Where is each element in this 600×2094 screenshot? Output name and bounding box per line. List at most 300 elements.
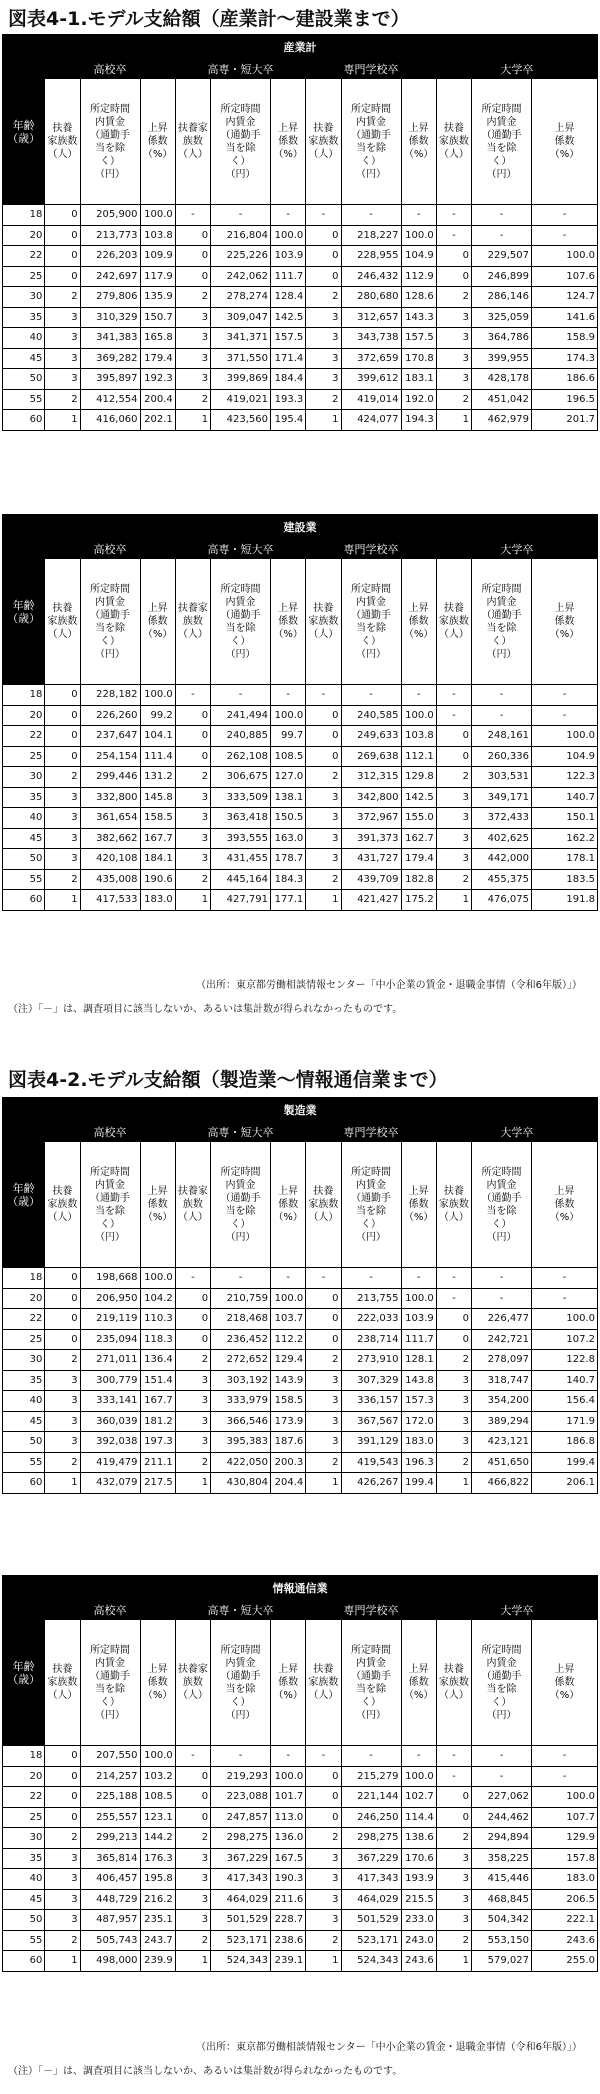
value-cell: 1 <box>306 890 341 911</box>
value-cell: 505,743 <box>80 1930 140 1951</box>
value-cell: - <box>175 1268 210 1289</box>
value-cell: 389,294 <box>472 1411 532 1432</box>
value-cell: 341,371 <box>211 328 271 349</box>
value-cell: 358,225 <box>472 1848 532 1869</box>
value-cell: 3 <box>306 849 341 870</box>
value-cell: 1 <box>175 1951 210 1972</box>
value-cell: 2 <box>175 287 210 308</box>
value-cell: 228,182 <box>80 685 140 706</box>
value-cell: - <box>401 1746 436 1767</box>
education-level-header: 高専・短大卒 <box>175 60 305 79</box>
value-cell: 3 <box>436 787 471 808</box>
value-cell: 273,910 <box>341 1350 401 1371</box>
value-cell: 129.8 <box>401 767 436 788</box>
value-cell: 223,088 <box>211 1787 271 1808</box>
value-cell: 3 <box>175 348 210 369</box>
ratio-header: 上昇 係数 （%） <box>401 1620 436 1746</box>
value-cell: 312,315 <box>341 767 401 788</box>
ratio-header: 上昇 係数 （%） <box>140 79 175 205</box>
value-cell: 214,257 <box>80 1766 140 1787</box>
value-cell: 468,845 <box>472 1889 532 1910</box>
value-cell: 3 <box>45 348 80 369</box>
value-cell: 104.9 <box>531 746 597 767</box>
value-cell: 244,462 <box>472 1807 532 1828</box>
value-cell: 369,282 <box>80 348 140 369</box>
value-cell: 238.6 <box>271 1930 306 1951</box>
value-cell: 171.9 <box>531 1411 597 1432</box>
value-cell: 1 <box>45 1951 80 1972</box>
ratio-header: 上昇 係数 （%） <box>531 1142 597 1268</box>
table-row <box>3 746 598 767</box>
value-cell: 100.0 <box>531 1787 597 1808</box>
value-cell: 100.0 <box>531 726 597 747</box>
value-cell: 204.4 <box>271 1473 306 1494</box>
value-cell: 3 <box>436 1910 471 1931</box>
value-cell: 1 <box>45 410 80 431</box>
value-cell: 415,446 <box>472 1869 532 1890</box>
value-cell: 303,192 <box>211 1370 271 1391</box>
value-cell: 3 <box>175 1889 210 1910</box>
value-cell: 0 <box>175 225 210 246</box>
value-cell: 0 <box>175 1329 210 1350</box>
value-cell: 3 <box>45 369 80 390</box>
value-cell: 419,479 <box>80 1452 140 1473</box>
value-cell: 3 <box>436 808 471 829</box>
value-cell: 451,650 <box>472 1452 532 1473</box>
value-cell: 117.9 <box>140 266 175 287</box>
ratio-header: 上昇 係数 （%） <box>531 559 597 685</box>
age-cell: 60 <box>3 890 45 911</box>
table-row <box>3 348 598 369</box>
value-cell: - <box>401 205 436 226</box>
value-cell: - <box>436 1746 471 1767</box>
dependents-header: 扶養家 族数 （人） <box>175 559 210 685</box>
value-cell: - <box>271 205 306 226</box>
value-cell: 0 <box>306 1807 341 1828</box>
value-cell: 419,021 <box>211 389 271 410</box>
table-row <box>3 1432 598 1453</box>
value-cell: 391,373 <box>341 828 401 849</box>
education-level-header: 専門学校卒 <box>306 540 436 559</box>
value-cell: - <box>436 685 471 706</box>
value-cell: - <box>436 1288 471 1309</box>
value-cell: 201.7 <box>531 410 597 431</box>
value-cell: 2 <box>436 869 471 890</box>
value-cell: 3 <box>306 1910 341 1931</box>
value-cell: 0 <box>45 266 80 287</box>
age-cell: 30 <box>3 287 45 308</box>
wage-header: 所定時間 内賃金 （通勤手 当を除 く） （円） <box>472 1620 532 1746</box>
value-cell: 104.9 <box>401 246 436 267</box>
value-cell: - <box>436 225 471 246</box>
value-cell: 426,267 <box>341 1473 401 1494</box>
wage-table <box>2 34 598 431</box>
value-cell: 240,885 <box>211 726 271 747</box>
value-cell: - <box>306 1268 341 1289</box>
source-note-2: （出所：東京都労働相談情報センター「中小企業の賃金・退職金事情（令和6年版）」） <box>196 2042 582 2053</box>
value-cell: 0 <box>436 1309 471 1330</box>
age-cell: 35 <box>3 787 45 808</box>
value-cell: 178.7 <box>271 849 306 870</box>
value-cell: 0 <box>306 1288 341 1309</box>
value-cell: 142.5 <box>401 787 436 808</box>
ratio-header: 上昇 係数 （%） <box>140 1620 175 1746</box>
value-cell: 151.4 <box>140 1370 175 1391</box>
value-cell: 157.8 <box>531 1848 597 1869</box>
value-cell: - <box>472 1268 532 1289</box>
age-cell: 30 <box>3 1828 45 1849</box>
value-cell: - <box>175 1746 210 1767</box>
value-cell: 2 <box>306 1828 341 1849</box>
value-cell: 0 <box>45 1288 80 1309</box>
value-cell: 241,494 <box>211 705 271 726</box>
value-cell: 141.6 <box>531 307 597 328</box>
value-cell: 420,108 <box>80 849 140 870</box>
value-cell: 200.4 <box>140 389 175 410</box>
value-cell: - <box>271 1746 306 1767</box>
age-cell: 22 <box>3 726 45 747</box>
value-cell: 0 <box>436 746 471 767</box>
value-cell: 342,800 <box>341 787 401 808</box>
value-cell: 3 <box>175 828 210 849</box>
value-cell: 2 <box>306 767 341 788</box>
value-cell: 3 <box>175 328 210 349</box>
value-cell: 112.9 <box>401 266 436 287</box>
value-cell: 524,343 <box>341 1951 401 1972</box>
value-cell: 3 <box>306 328 341 349</box>
value-cell: 0 <box>45 225 80 246</box>
wage-header: 所定時間 内賃金 （通勤手 当を除 く） （円） <box>211 1620 271 1746</box>
value-cell: - <box>211 205 271 226</box>
value-cell: 2 <box>436 1452 471 1473</box>
value-cell: 217.5 <box>140 1473 175 1494</box>
table-row <box>3 225 598 246</box>
age-cell: 35 <box>3 1370 45 1391</box>
value-cell: 202.1 <box>140 410 175 431</box>
value-cell: 421,427 <box>341 890 401 911</box>
wage-header: 所定時間 内賃金 （通勤手 当を除 く） （円） <box>472 79 532 205</box>
table-row <box>3 828 598 849</box>
dependents-header: 扶養 家族数 （人） <box>306 559 341 685</box>
value-cell: 303,531 <box>472 767 532 788</box>
value-cell: - <box>531 705 597 726</box>
age-cell: 18 <box>3 1268 45 1289</box>
value-cell: 269,638 <box>341 746 401 767</box>
value-cell: 3 <box>175 787 210 808</box>
table-row <box>3 685 598 706</box>
value-cell: 167.7 <box>140 1391 175 1412</box>
value-cell: - <box>341 1268 401 1289</box>
value-cell: 3 <box>436 1432 471 1453</box>
value-cell: 124.7 <box>531 287 597 308</box>
value-cell: 3 <box>436 328 471 349</box>
value-cell: 191.8 <box>531 890 597 911</box>
value-cell: 215,279 <box>341 1766 401 1787</box>
value-cell: 140.7 <box>531 1370 597 1391</box>
value-cell: 194.3 <box>401 410 436 431</box>
value-cell: 144.2 <box>140 1828 175 1849</box>
value-cell: 184.4 <box>271 369 306 390</box>
value-cell: - <box>436 1268 471 1289</box>
value-cell: 2 <box>175 869 210 890</box>
value-cell: 3 <box>306 307 341 328</box>
value-cell: 0 <box>175 266 210 287</box>
value-cell: 142.5 <box>271 307 306 328</box>
value-cell: 1 <box>175 890 210 911</box>
value-cell: 210,759 <box>211 1288 271 1309</box>
value-cell: 100.0 <box>401 1288 436 1309</box>
value-cell: 255.0 <box>531 1951 597 1972</box>
value-cell: 395,383 <box>211 1432 271 1453</box>
value-cell: 2 <box>436 389 471 410</box>
value-cell: 455,375 <box>472 869 532 890</box>
value-cell: 236,452 <box>211 1329 271 1350</box>
value-cell: - <box>175 685 210 706</box>
value-cell: 363,418 <box>211 808 271 829</box>
value-cell: 165.8 <box>140 328 175 349</box>
value-cell: 248,161 <box>472 726 532 747</box>
age-header: 年齢 （歳） <box>3 1601 45 1746</box>
value-cell: 395,897 <box>80 369 140 390</box>
value-cell: 128.1 <box>401 1350 436 1371</box>
value-cell: - <box>531 1268 597 1289</box>
table-row <box>3 1828 598 1849</box>
value-cell: 103.9 <box>271 246 306 267</box>
value-cell: 372,433 <box>472 808 532 829</box>
value-cell: 0 <box>175 1807 210 1828</box>
value-cell: 3 <box>45 307 80 328</box>
dependents-header: 扶養 家族数 （人） <box>45 1620 80 1746</box>
value-cell: 112.1 <box>401 746 436 767</box>
value-cell: 242,062 <box>211 266 271 287</box>
value-cell: 365,814 <box>80 1848 140 1869</box>
value-cell: 0 <box>175 1787 210 1808</box>
table-row <box>3 1452 598 1473</box>
education-level-header: 高専・短大卒 <box>175 1123 305 1142</box>
value-cell: 278,274 <box>211 287 271 308</box>
value-cell: 286,146 <box>472 287 532 308</box>
wage-table <box>2 1575 598 1972</box>
dependents-header: 扶養家 族数 （人） <box>175 1142 210 1268</box>
value-cell: 451,042 <box>472 389 532 410</box>
table-row <box>3 307 598 328</box>
age-cell: 20 <box>3 225 45 246</box>
value-cell: 299,213 <box>80 1828 140 1849</box>
value-cell: 216.2 <box>140 1889 175 1910</box>
value-cell: 3 <box>45 1848 80 1869</box>
value-cell: 118.3 <box>140 1329 175 1350</box>
ratio-header: 上昇 係数 （%） <box>140 559 175 685</box>
value-cell: 3 <box>436 1848 471 1869</box>
table-row <box>3 1951 598 1972</box>
age-cell: 18 <box>3 1746 45 1767</box>
value-cell: - <box>531 1766 597 1787</box>
value-cell: 3 <box>45 1411 80 1432</box>
value-cell: 299,446 <box>80 767 140 788</box>
value-cell: 280,680 <box>341 287 401 308</box>
value-cell: 100.0 <box>401 1766 436 1787</box>
value-cell: 155.0 <box>401 808 436 829</box>
value-cell: 279,806 <box>80 287 140 308</box>
value-cell: 1 <box>436 890 471 911</box>
value-cell: - <box>531 1288 597 1309</box>
education-level-header: 高専・短大卒 <box>175 1601 305 1620</box>
value-cell: 354,200 <box>472 1391 532 1412</box>
value-cell: 343,738 <box>341 328 401 349</box>
age-cell: 22 <box>3 246 45 267</box>
value-cell: 100.0 <box>140 685 175 706</box>
value-cell: 428,178 <box>472 369 532 390</box>
value-cell: 0 <box>175 1766 210 1787</box>
dependents-header: 扶養 家族数 （人） <box>45 559 80 685</box>
value-cell: 393,555 <box>211 828 271 849</box>
value-cell: 103.9 <box>401 1309 436 1330</box>
value-cell: 3 <box>306 1869 341 1890</box>
dependents-header: 扶養家 族数 （人） <box>175 1620 210 1746</box>
age-cell: 25 <box>3 1807 45 1828</box>
value-cell: - <box>175 205 210 226</box>
value-cell: 325,059 <box>472 307 532 328</box>
value-cell: 2 <box>45 1350 80 1371</box>
value-cell: 179.4 <box>140 348 175 369</box>
value-cell: 1 <box>436 1473 471 1494</box>
value-cell: 176.3 <box>140 1848 175 1869</box>
value-cell: 2 <box>45 1930 80 1951</box>
table-manufacturing <box>2 1097 598 1494</box>
table-row <box>3 328 598 349</box>
age-cell: 45 <box>3 348 45 369</box>
value-cell: 2 <box>436 1930 471 1951</box>
value-cell: 0 <box>306 1766 341 1787</box>
age-cell: 40 <box>3 1391 45 1412</box>
education-level-header: 大学卒 <box>436 540 597 559</box>
wage-header: 所定時間 内賃金 （通勤手 当を除 く） （円） <box>80 1142 140 1268</box>
value-cell: 3 <box>175 1411 210 1432</box>
age-cell: 45 <box>3 828 45 849</box>
age-cell: 55 <box>3 1930 45 1951</box>
value-cell: 222.1 <box>531 1910 597 1931</box>
value-cell: 0 <box>175 705 210 726</box>
value-cell: 100.0 <box>140 205 175 226</box>
value-cell: 138.1 <box>271 787 306 808</box>
value-cell: 183.1 <box>401 369 436 390</box>
age-cell: 25 <box>3 746 45 767</box>
ratio-header: 上昇 係数 （%） <box>271 1620 306 1746</box>
value-cell: 111.4 <box>140 746 175 767</box>
age-header: 年齢 （歳） <box>3 1123 45 1268</box>
table-row <box>3 1787 598 1808</box>
value-cell: 271,011 <box>80 1350 140 1371</box>
value-cell: 553,150 <box>472 1930 532 1951</box>
value-cell: 99.7 <box>271 726 306 747</box>
value-cell: 372,659 <box>341 348 401 369</box>
value-cell: 174.3 <box>531 348 597 369</box>
value-cell: 193.3 <box>271 389 306 410</box>
value-cell: 1 <box>306 1951 341 1972</box>
value-cell: 100.0 <box>531 246 597 267</box>
value-cell: 367,229 <box>211 1848 271 1869</box>
dependents-header: 扶養 家族数 （人） <box>436 1142 471 1268</box>
value-cell: 371,550 <box>211 348 271 369</box>
value-cell: - <box>531 1746 597 1767</box>
value-cell: 419,543 <box>341 1452 401 1473</box>
value-cell: 226,260 <box>80 705 140 726</box>
wage-header: 所定時間 内賃金 （通勤手 当を除 く） （円） <box>211 559 271 685</box>
value-cell: 226,203 <box>80 246 140 267</box>
value-cell: 402,625 <box>472 828 532 849</box>
value-cell: 3 <box>436 1370 471 1391</box>
value-cell: 3 <box>436 849 471 870</box>
value-cell: 0 <box>175 746 210 767</box>
value-cell: 239.9 <box>140 1951 175 1972</box>
value-cell: 3 <box>306 1848 341 1869</box>
age-cell: 60 <box>3 410 45 431</box>
wage-header: 所定時間 内賃金 （通勤手 当を除 く） （円） <box>472 559 532 685</box>
value-cell: 579,027 <box>472 1951 532 1972</box>
value-cell: 0 <box>45 205 80 226</box>
value-cell: 3 <box>45 1432 80 1453</box>
table-row <box>3 369 598 390</box>
value-cell: 199.4 <box>531 1452 597 1473</box>
table-row <box>3 767 598 788</box>
table-row <box>3 1473 598 1494</box>
wage-header: 所定時間 内賃金 （通勤手 当を除 く） （円） <box>80 559 140 685</box>
value-cell: 332,800 <box>80 787 140 808</box>
value-cell: 242,697 <box>80 266 140 287</box>
table-row <box>3 1350 598 1371</box>
ratio-header: 上昇 係数 （%） <box>401 559 436 685</box>
value-cell: 156.4 <box>531 1391 597 1412</box>
value-cell: 431,727 <box>341 849 401 870</box>
wage-header: 所定時間 内賃金 （通勤手 当を除 く） （円） <box>341 1142 401 1268</box>
value-cell: 110.3 <box>140 1309 175 1330</box>
value-cell: - <box>211 1746 271 1767</box>
wage-header: 所定時間 内賃金 （通勤手 当を除 く） （円） <box>472 1142 532 1268</box>
value-cell: 213,773 <box>80 225 140 246</box>
value-cell: 2 <box>175 1930 210 1951</box>
value-cell: 221,144 <box>341 1787 401 1808</box>
value-cell: 298,275 <box>211 1828 271 1849</box>
value-cell: 122.8 <box>531 1350 597 1371</box>
value-cell: 243.6 <box>401 1951 436 1972</box>
value-cell: 260,336 <box>472 746 532 767</box>
value-cell: 435,008 <box>80 869 140 890</box>
dependents-header: 扶養 家族数 （人） <box>45 79 80 205</box>
value-cell: 406,457 <box>80 1869 140 1890</box>
table-row <box>3 410 598 431</box>
value-cell: 3 <box>175 1848 210 1869</box>
value-cell: 417,533 <box>80 890 140 911</box>
value-cell: 0 <box>436 266 471 287</box>
value-cell: 206,950 <box>80 1288 140 1309</box>
value-cell: 2 <box>306 287 341 308</box>
value-cell: 206.5 <box>531 1889 597 1910</box>
value-cell: 128.6 <box>401 287 436 308</box>
value-cell: 211.1 <box>140 1452 175 1473</box>
value-cell: 504,342 <box>472 1910 532 1931</box>
education-level-header: 専門学校卒 <box>306 1123 436 1142</box>
value-cell: 392,038 <box>80 1432 140 1453</box>
value-cell: 190.3 <box>271 1869 306 1890</box>
value-cell: 143.8 <box>401 1370 436 1391</box>
table-row <box>3 266 598 287</box>
value-cell: - <box>472 225 532 246</box>
value-cell: 229,507 <box>472 246 532 267</box>
value-cell: 3 <box>45 1889 80 1910</box>
value-cell: - <box>531 685 597 706</box>
value-cell: 181.2 <box>140 1411 175 1432</box>
age-cell: 35 <box>3 1848 45 1869</box>
